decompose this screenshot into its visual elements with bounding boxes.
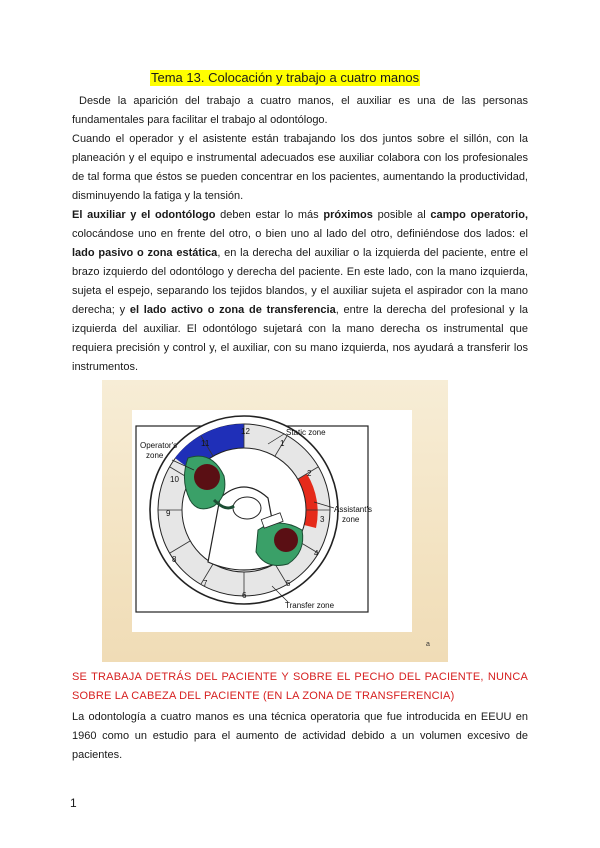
four-hands-diagram	[102, 380, 448, 662]
body-text: colocándose uno en frente del otro, o bien uno al lado del otro, definiéndose dos lados: el	[72, 228, 528, 240]
paragraph-history: La odontología a cuatro manos es una técnica operatoria que fue introducida en EEUU en 1960 como un estudio para el aumento de actividad debido a un volumen excesivo de pacientes.	[72, 711, 528, 761]
clock-11: 11	[201, 439, 210, 448]
clock-6: 6	[242, 591, 247, 600]
paragraph-intro: Desde la aparición del trabajo a cuatro manos, el auxiliar es una de las personas fundamentales para facilitar el trabajo al odontólogo.	[72, 95, 528, 126]
bold-text: lado pasivo o zona estática	[72, 247, 218, 259]
operator-zone-label-line2: zone	[146, 451, 164, 460]
body-text: deben estar lo más	[215, 209, 324, 221]
clock-1: 1	[280, 439, 285, 448]
assistant-zone-label-line1: Assistant's	[334, 505, 372, 514]
clock-2: 2	[307, 469, 312, 478]
clock-8: 8	[172, 555, 177, 564]
bold-text: campo operatorio,	[430, 209, 529, 221]
body-text: , entre la derecha del profesional y la izquierda del auxiliar. El odontólogo sujetará con la mano derecha os instrumental que requiera precisión y control y, el auxiliar, con su mano izquierda, nos ayudará a transferir los instrumentos.	[72, 304, 529, 373]
assistant-zone-label-line2: zone	[342, 515, 360, 524]
static-zone-label: Static zone	[286, 428, 326, 437]
bold-text: próximos	[323, 209, 373, 221]
paragraph-zones	[72, 206, 528, 377]
operator-zone-label-line1: Operator's	[140, 441, 178, 450]
highlight-note: SE TRABAJA DETRÁS DEL PACIENTE Y SOBRE EL PECHO DEL PACIENTE, NUNCA SOBRE LA CABEZA DEL PACIENTE (EN LA ZONA DE TRANSFERENCIA)	[72, 671, 528, 702]
corner-mark: a	[426, 641, 430, 648]
assistant-head	[274, 528, 298, 552]
clock-10: 10	[170, 475, 179, 484]
transfer-zone-label: Transfer zone	[285, 601, 335, 610]
bold-text: El auxiliar y el odontólogo	[72, 209, 216, 221]
bold-text: el lado activo o zona de transferencia	[129, 304, 336, 316]
body-text: , en la derecha del auxiliar o la izquierda del paciente, entre el brazo izquierdo del odontólogo y derecha del paciente. En este lado, con la mano izquierda, sujeta el espejo, separando los tejidos blandos, y el auxiliar sujeta el aspirador con la mano derecha; y	[72, 247, 528, 316]
paragraph-operator-assistant: Cuando el operador y el asistente están trabajando los dos juntos sobre el sillón, con la planeación y el equipo e instrumental adecuados ese auxiliar colabora con los profesionales de tal forma que éstos se pueden concentrar en los pacientes, aumentando la productividad, disminuyendo la fatiga y la tensión.	[72, 133, 528, 202]
clock-5: 5	[286, 579, 291, 588]
page-number: 1	[70, 796, 77, 810]
clock-4: 4	[314, 549, 319, 558]
clock-3: 3	[320, 515, 325, 524]
body-text: posible al	[372, 209, 431, 221]
patient-head	[233, 497, 261, 519]
clock-zone-diagram	[102, 380, 448, 662]
clock-9: 9	[166, 509, 171, 518]
operator-head	[194, 464, 220, 490]
page-title: Tema 13. Colocación y trabajo a cuatro manos	[151, 70, 420, 85]
clock-12: 12	[241, 427, 250, 436]
clock-7: 7	[203, 579, 208, 588]
